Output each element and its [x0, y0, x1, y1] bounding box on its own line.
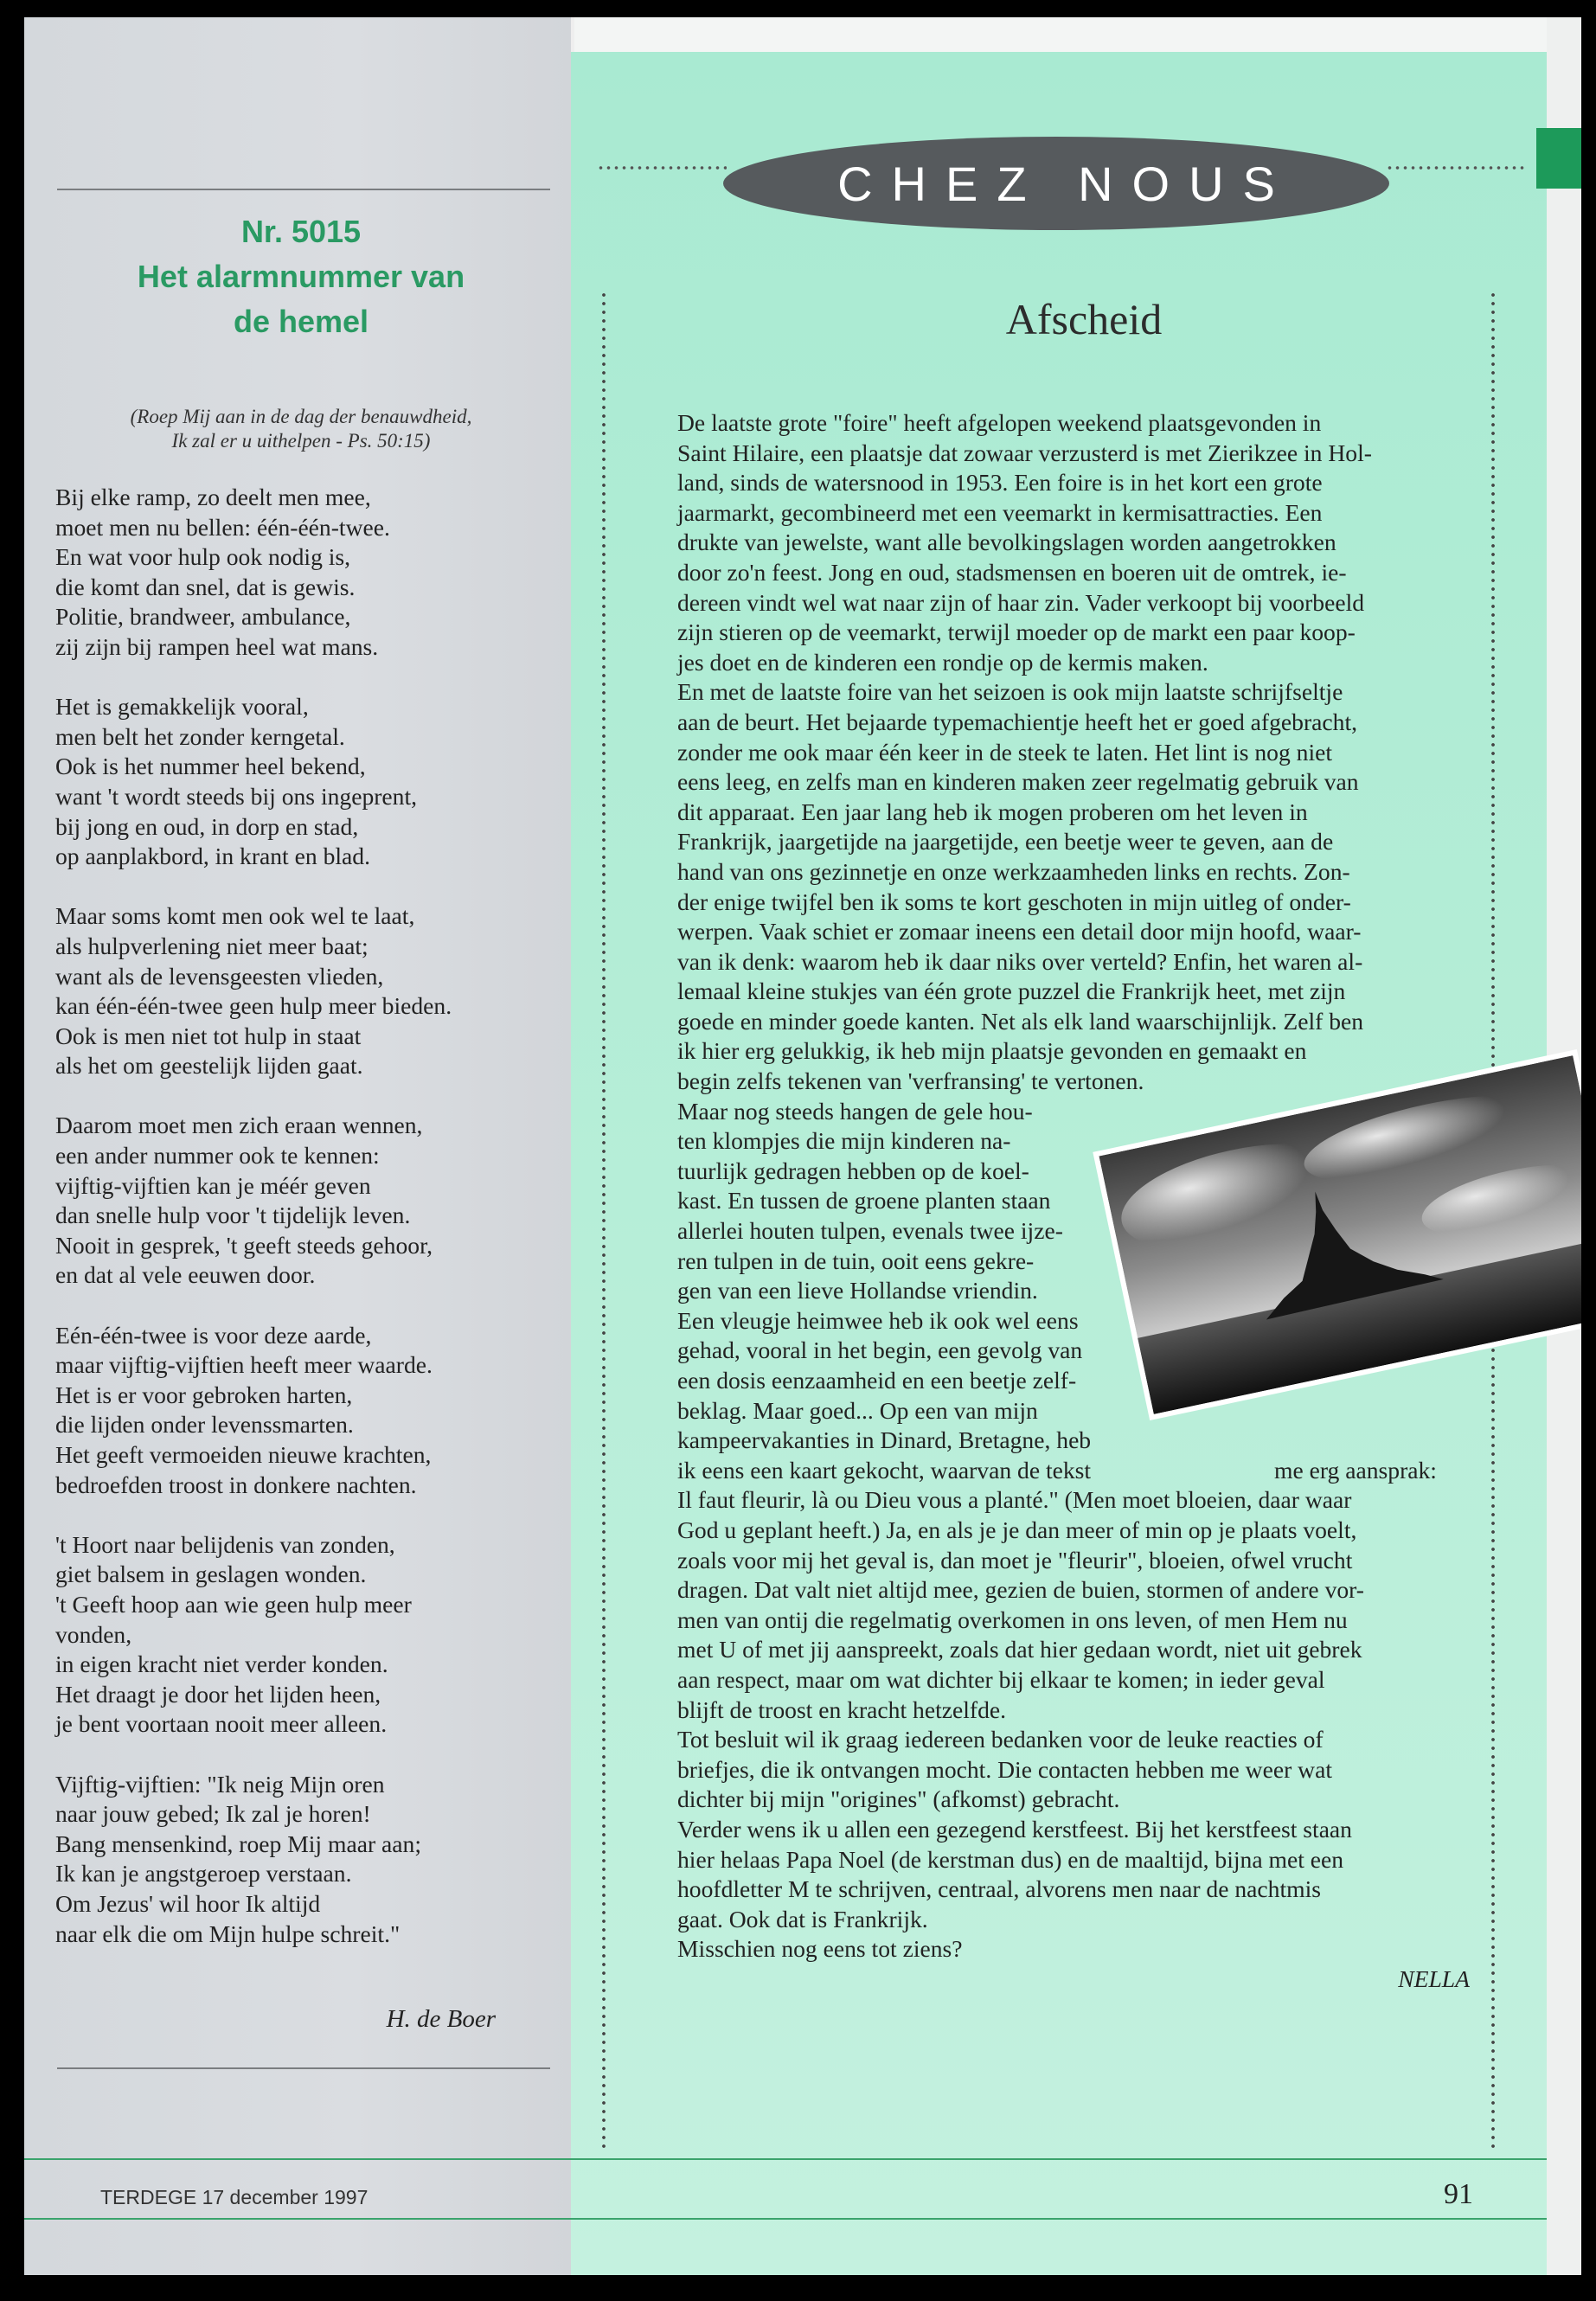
poem-line: Vijftig-vijftien: "Ik neig Mijn oren [55, 1770, 385, 1798]
article-line: zoals voor mij het geval is, dan moet je "fleurir", bloeien, ofwel vrucht [677, 1546, 1353, 1574]
poem-line: Maar soms komt men ook wel te laat, [55, 902, 415, 930]
poem-line: 't Geeft hoop aan wie geen hulp meer [55, 1590, 412, 1618]
poem-line: op aanplakbord, in krant en blad. [55, 843, 370, 870]
article-line: Maar nog steeds hangen de gele hou- [677, 1097, 1033, 1125]
poem-body [55, 483, 566, 1979]
article-line: beklag. Maar goed... Op een van mijn [677, 1396, 1038, 1424]
poem-line: bedroefden troost in donkere nachten. [55, 1471, 417, 1498]
article-border-left [602, 291, 606, 2149]
article-line: dichter bij mijn "origines" (afkomst) gebracht. [677, 1785, 1120, 1813]
poem-stanza [55, 1321, 566, 1501]
article-line: hoofdletter M te schrijven, centraal, alvorens men naar de nachtmis [677, 1875, 1321, 1903]
article-line: Tot besluit wil ik graag iedereen bedanken voor de leuke reacties of [677, 1726, 1324, 1753]
article-line-text: ik eens een kaart gekocht, waarvan de tekst [677, 1456, 1092, 1484]
article-line: hier helaas Papa Noel (de kerstman dus) en de maaltijd, bijna met een [677, 1845, 1344, 1873]
footer-rule-bottom [24, 2218, 1547, 2220]
poem-top-rule [57, 189, 550, 190]
poem-line: want als de levensgeesten vlieden, [55, 962, 384, 990]
article-line: eens leeg, en zelfs man en kinderen maken zeer regelmatig gebruik van [677, 768, 1359, 796]
poem-line: Het geeft vermoeiden nieuwe krachten, [55, 1441, 432, 1468]
magazine-page [24, 17, 1581, 2275]
poem-subtitle-line: Ik zal er u uithelpen - Ps. 50:15) [171, 430, 431, 452]
banner-dots-left [597, 166, 727, 170]
poem-line: Ook is men niet tot hulp in staat [55, 1022, 362, 1049]
article-line: aan de beurt. Het bejaarde typemachientje heeft het er goed afgebracht, [677, 708, 1358, 735]
article-line: zijn stieren op de veemarkt, terwijl moeder op de markt een paar koop- [677, 619, 1356, 646]
poem-line: maar vijftig-vijftien heeft meer waarde. [55, 1351, 433, 1379]
poem-author: H. de Boer [386, 2005, 496, 2033]
poem-line: dan snelle hulp voor 't tijdelijk leven. [55, 1202, 411, 1229]
article-line: allerlei houten tulpen, evenals twee ijze- [677, 1217, 1063, 1245]
banner-dots-right [1386, 166, 1524, 170]
poem-line: Ik kan je angstgeroep verstaan. [55, 1860, 352, 1888]
article-line: werpen. Vaak schiet er zomaar ineens een detail door mijn hoofd, waar- [677, 918, 1362, 945]
article-line: dereen vindt wel wat naar zijn of haar zin. Vader verkoopt bij voorbeeld [677, 588, 1365, 616]
article-line-tail: me erg aansprak: [1274, 1456, 1437, 1484]
article-line: jaarmarkt, gecombineerd met een veemarkt in kermisattracties. Een [677, 498, 1323, 526]
poem-line: Daarom moet men zich eraan wennen, [55, 1112, 423, 1139]
article-line: kast. En tussen de groene planten staan [677, 1187, 1051, 1215]
poem-line: men belt het zonder kerngetal. [55, 722, 345, 750]
article-line [677, 1456, 1473, 1486]
article-title: Afscheid [1005, 295, 1163, 343]
article-line: aan respect, maar om wat dichter bij elkaar te komen; in ieder geval [677, 1665, 1325, 1693]
poem-line: bij jong en oud, in dorp en stad, [55, 812, 359, 840]
poem-line: Ook is het nummer heel bekend, [55, 753, 366, 780]
poem-line: kan één-één-twee geen hulp meer bieden. [55, 992, 452, 1020]
poem-line: Het is er voor gebroken harten, [55, 1381, 353, 1408]
poem-line: Eén-één-twee is voor deze aarde, [55, 1321, 372, 1349]
poem-title-line: Het alarmnummer van [137, 259, 465, 294]
article-line: dit apparaat. Een jaar lang heb ik mogen proberen om het leven in [677, 798, 1308, 825]
article-line: met U of met jij aanspreekt, zoals dat hier gedaan wordt, niet uit gebrek [677, 1636, 1362, 1663]
article-line: hand van ons gezinnetje en onze werkzaamheden links en rechts. Zon- [677, 857, 1350, 885]
poem-subtitle-line: (Roep Mij aan in de dag der benauwdheid, [130, 406, 472, 427]
poem-line: zij zijn bij rampen heel wat mans. [55, 632, 379, 660]
poem-line: want 't wordt steeds bij ons ingeprent, [55, 782, 418, 810]
poem-line: als hulpverlening niet meer baat; [55, 932, 369, 959]
poem-line: En wat voor hulp ook nodig is, [55, 543, 351, 571]
article-line: Il faut fleurir, là ou Dieu vous a planté." (Men moet bloeien, daar waar [677, 1486, 1352, 1514]
article-line: een dosis eenzaamheid en een beetje zelf- [677, 1367, 1077, 1394]
poem-line: Het is gemakkelijk vooral, [55, 693, 309, 721]
poem-line: als het om geestelijk lijden gaat. [55, 1052, 363, 1080]
article-line: Een vleugje heimwee heb ik ook wel eens [677, 1306, 1079, 1334]
poem-line: die komt dan snel, dat is gewis. [55, 573, 356, 600]
article-line: tuurlijk gedragen hebben op de koel- [677, 1157, 1029, 1184]
article-line: begin zelfs tekenen van 'verfransing' te vertonen. [677, 1067, 1144, 1095]
poem-stanza [55, 1111, 566, 1291]
article-line: der enige twijfel ben ik soms te kort geschoten in mijn uitleg of onder- [677, 888, 1351, 915]
poem-line: moet men nu bellen: één-één-twee. [55, 513, 390, 541]
poem-title-line: Nr. 5015 [240, 214, 362, 249]
article-line: men van ontij die regelmatig overkomen in ons leven, of men Hem nu [677, 1606, 1348, 1633]
article-line: En met de laatste foire van het seizoen is ook mijn laatste schrijfseltje [677, 678, 1343, 706]
article-line: God u geplant heeft.) Ja, en als je je dan meer of min op je plaats voelt, [677, 1516, 1357, 1543]
poem-stanza [55, 1530, 566, 1740]
article-line: De laatste grote "foire" heeft afgelopen weekend plaatsgevonden in [677, 409, 1322, 436]
poem-line: en dat al vele eeuwen door. [55, 1261, 316, 1289]
section-banner [723, 137, 1389, 230]
poem-line: Politie, brandweer, ambulance, [55, 603, 351, 631]
poem-line: Nooit in gesprek, 't geeft steeds gehoor, [55, 1231, 433, 1259]
article-line: ren tulpen in de tuin, ooit eens gekre- [677, 1247, 1035, 1274]
poem-stanza [55, 692, 566, 872]
article-line: Verder wens ik u allen een gezegend kerstfeest. Bij het kerstfeest staan [677, 1815, 1352, 1843]
fold [571, 17, 574, 52]
article-line: Saint Hilaire, een plaatsje dat zowaar verzusterd is met Zierikzee in Hol- [677, 439, 1372, 466]
footer-rule-top [24, 2158, 1547, 2160]
section-banner-label: CHEZ NOUS [837, 156, 1294, 211]
article-line: gen van een lieve Hollandse vriendin. [677, 1277, 1038, 1304]
poem-line: 't Hoort naar belijdenis van zonden, [55, 1530, 395, 1558]
article-line: zonder me ook maar één keer in de steek te laten. Het lint is nog niet [677, 738, 1333, 766]
poem-line: een ander nummer ook te kennen: [55, 1142, 380, 1170]
article-line: briefjes, die ik ontvangen mocht. Die contacten hebben me weer wat [677, 1755, 1333, 1783]
article-line: gehad, vooral in het begin, een gevolg van [677, 1336, 1083, 1364]
article-line: land, sinds de watersnood in 1953. Een foire is in het kort een grote [677, 469, 1323, 497]
poem-bottom-rule [57, 2067, 550, 2069]
section-tab [1536, 128, 1581, 189]
poem-line: die lijden onder levenssmarten. [55, 1411, 354, 1439]
article-line: van ik denk: waarom heb ik daar niks over verteld? Enfin, het waren al- [677, 947, 1363, 975]
article-line: drukte van jewelste, want alle bevolkingslagen worden aangetrokken [677, 529, 1336, 556]
poem-line: giet balsem in geslagen wonden. [55, 1561, 367, 1588]
poem-line: in eigen kracht niet verder konden. [55, 1650, 388, 1678]
poem-line: Het draagt je door het lijden heen, [55, 1680, 381, 1708]
article-line: dragen. Dat valt niet altijd mee, gezien de buien, stormen of andere vor- [677, 1576, 1364, 1604]
poem-title [59, 209, 543, 344]
poem-stanza [55, 483, 566, 663]
poem-line: Bij elke ramp, zo deelt men mee, [55, 484, 371, 510]
poem-line: vijftig-vijftien kan je méér geven [55, 1171, 371, 1199]
article-line: ten klompjes die mijn kinderen na- [677, 1127, 1011, 1155]
poem-line: Bang mensenkind, roep Mij maar aan; [55, 1830, 421, 1857]
page-number: 91 [1444, 2178, 1473, 2210]
poem-subtitle [59, 405, 543, 453]
poem-line: Om Jezus' wil hoor Ik altijd [55, 1889, 321, 1917]
article-line: lemaal kleine stukjes van één grote puzzel die Frankrijk heet, met zijn [677, 977, 1346, 1005]
poem-stanza [55, 1770, 566, 1950]
poem-line: vonden, [55, 1620, 132, 1648]
poem-line: naar elk die om Mijn hulpe schreit." [55, 1920, 401, 1947]
poem-title-line: de hemel [233, 304, 369, 339]
poem-stanza [55, 901, 566, 1081]
article-line: gaat. Ook dat is Frankrijk. [677, 1905, 928, 1932]
article-line: Frankrijk, jaargetijde na jaargetijde, een beetje weer te geven, aan de [677, 828, 1334, 856]
poem-line: je bent voortaan nooit meer alleen. [55, 1710, 388, 1738]
poem-line: naar jouw gebed; Ik zal je horen! [55, 1800, 371, 1828]
article-line: blijft de troost en kracht hetzelfde. [677, 1695, 1007, 1723]
article-line: goede en minder goede kanten. Net als elk land waarschijnlijk. Zelf ben [677, 1007, 1364, 1035]
article-line: Misschien nog eens tot ziens? [677, 1935, 963, 1963]
article-author: NELLA [1398, 1965, 1470, 1992]
article-line: ik hier erg gelukkig, ik heb mijn plaatsje gevonden en gemaakt en [677, 1037, 1307, 1065]
footer-publication: TERDEGE 17 december 1997 [100, 2186, 369, 2208]
article-line: kampeervakanties in Dinard, Bretagne, heb [677, 1426, 1092, 1454]
article-line: jes doet en de kinderen een rondje op de kermis maken. [677, 648, 1208, 676]
article-line: door zo'n feest. Jong en oud, stadsmensen en boeren uit de omtrek, ie- [677, 558, 1347, 586]
